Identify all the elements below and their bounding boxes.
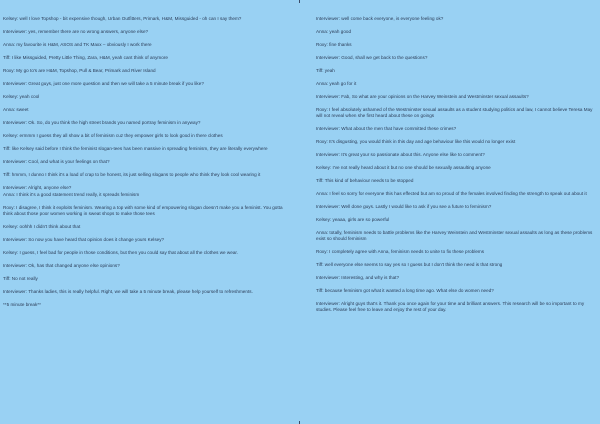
transcript-line: Interviewer: Good, shall we get back to the questions? [316, 54, 428, 60]
transcript-line: Tiff: like Kelsey said before I think the feminist slogan-tees has been massive in spreading feminism, they are literally everywhere [3, 145, 268, 151]
transcript-line: Interviewer: Well done guys. Lastly I would like to ask if you see a future to feminism? [316, 203, 492, 209]
transcript-line: Anna: yeah good [316, 28, 352, 34]
transcript-line: Roxy: My go to's are H&M, Topshop, Pull & Bear, Primark and River Island [3, 67, 156, 73]
right-page [316, 16, 597, 424]
transcript-line: Tiff: because feminism got what it wanted a long time ago. What else do women need? [316, 287, 494, 293]
transcript-line: Roxy: It's disgusting, you would think in this day and age behaviour like this would no longer exist [316, 138, 516, 144]
transcript-line: Roxy: I feel absolutely ashamed of the Westminster sexual assaults as a student studying politics and law, I cannot believe Teresa May will not reveal when she first heard about these on goings [316, 106, 593, 118]
transcript-line: Tiff: No not really [3, 275, 38, 281]
transcript-line: Kelsey: I've not really heard about it but no one should be sexually assaulting anyone [316, 164, 491, 170]
transcript-line: Anna: totally, feminism needs to battle problems like the Harvey Weinstein and Westminster sexual assaults as long as these problems exist so should feminism [316, 229, 593, 241]
transcript-line: Anna: I feel so sorry for everyone this has effected but am so proud of the females involved finding the strength to speak out about it [316, 190, 587, 196]
transcript-line: Tiff: I like Missguided, Pretty Little Thing, Zara, H&M, yeah cant think of anymore [3, 54, 168, 60]
transcript-line: **5 minute break** [3, 301, 41, 307]
transcript-line: Tiff: This kind of behaviour needs to be stopped [316, 177, 414, 183]
transcript-line: Kelsey: yeah cool [3, 93, 40, 99]
transcript-line: Tiff: hmmm, I dunno I think it's a load of crap to be honest, its just selling slogans to people who think they look cool wearing it [3, 171, 261, 177]
transcript-line: Anna: my favourite is H&M, ASOS and TK Maxx – obviously I work there [3, 41, 152, 47]
left-page [3, 16, 291, 424]
transcript-line: Tiff: well everyone else seems to say yes so I guess but I don't think the need is that strong [316, 261, 503, 267]
transcript-line: Anna: sweet [3, 106, 29, 112]
transcript-line: Kelsey: oohhh I didn't think about that [3, 223, 81, 229]
transcript-line: Kelsey: I guess, I feel bad for people in those conditions, but then you could say that about all the clothes we wear. [3, 249, 238, 255]
transcript-line: Roxy: I disagree, I think it exploits feminism. Wearing a top with some kind of empowering slogan doesn't make you a feminist. You gotta think about those poor women working in sweat shops to make those tees [3, 204, 283, 216]
transcript-line: Interviewer: Interesting, and why is that? [316, 274, 400, 280]
transcript-line: Kelsey: well I love Topshop - bit expensive though, Urban Outfitters, Primark, H&M, Missguided - oh can I say them? [3, 16, 242, 21]
transcript-line: Tiff: yeah [316, 67, 335, 73]
transcript-line: Roxy: fine thanks [316, 41, 352, 47]
transcript-line: Interviewer: Fab, So what are your opinions on the Harvey Weinstein and Westminster sexual assaults? [316, 93, 529, 99]
transcript-line: Roxy: I completely agree with Anna, feminism needs to unite to fix these problems [316, 248, 485, 254]
transcript-line: Interviewer: What about the men that have committed these crimes? [316, 125, 457, 131]
transcript-line: Interviewer: So now you have heard that opinion does it change yours Kelsey? [3, 236, 165, 242]
transcript-line: Interviewer: Ok, has that changed anyone else opinions? [3, 262, 120, 268]
transcript-line: Interviewer: Ok. So, do you think the high street brands you named portray feminism in anyway? [3, 119, 201, 125]
transcript-line: Anna: yeah go for it [316, 80, 357, 86]
transcript-line: Anna: I think it's a good statement trend really, it spreads feminism [3, 191, 140, 197]
page-gutter-mark [299, 0, 300, 3]
transcript-line: Kelsey: yeaaa, girls are so powerful [316, 216, 390, 222]
transcript-line: Interviewer: yes, remember there are no wrong answers, anyone else? [3, 28, 149, 34]
transcript-line: Interviewer: It's great your so passionate about this. Anyone else like to comment? [316, 151, 485, 157]
transcript-line: Interviewer: Great guys, just one more question and then we will take a 5 minute break if you like? [3, 80, 204, 86]
transcript-line: Kelsey: ermmm I guess they all show a bit of feminism cuz they empower girls to look good in there clothes [3, 132, 223, 138]
transcript-line: Interviewer: well come back everyone, is everyone feeling ok? [316, 16, 444, 21]
transcript-line: Interviewer: Alright, anyone else? [3, 184, 72, 190]
transcript-line: Interviewer: Thanks ladies, this is really helpful. Right, we will take a 5 minute break, please help yourself to refreshments. [3, 288, 253, 294]
transcript-line: Interviewer: Alright guys that's it. Thank you once again for your time and brilliant answers. This research will be so important to my studies. Please feel free to leave and enjoy the rest of your day. [316, 300, 585, 312]
transcript-line: Interviewer: Cool, and what is your feelings on that? [3, 158, 110, 164]
